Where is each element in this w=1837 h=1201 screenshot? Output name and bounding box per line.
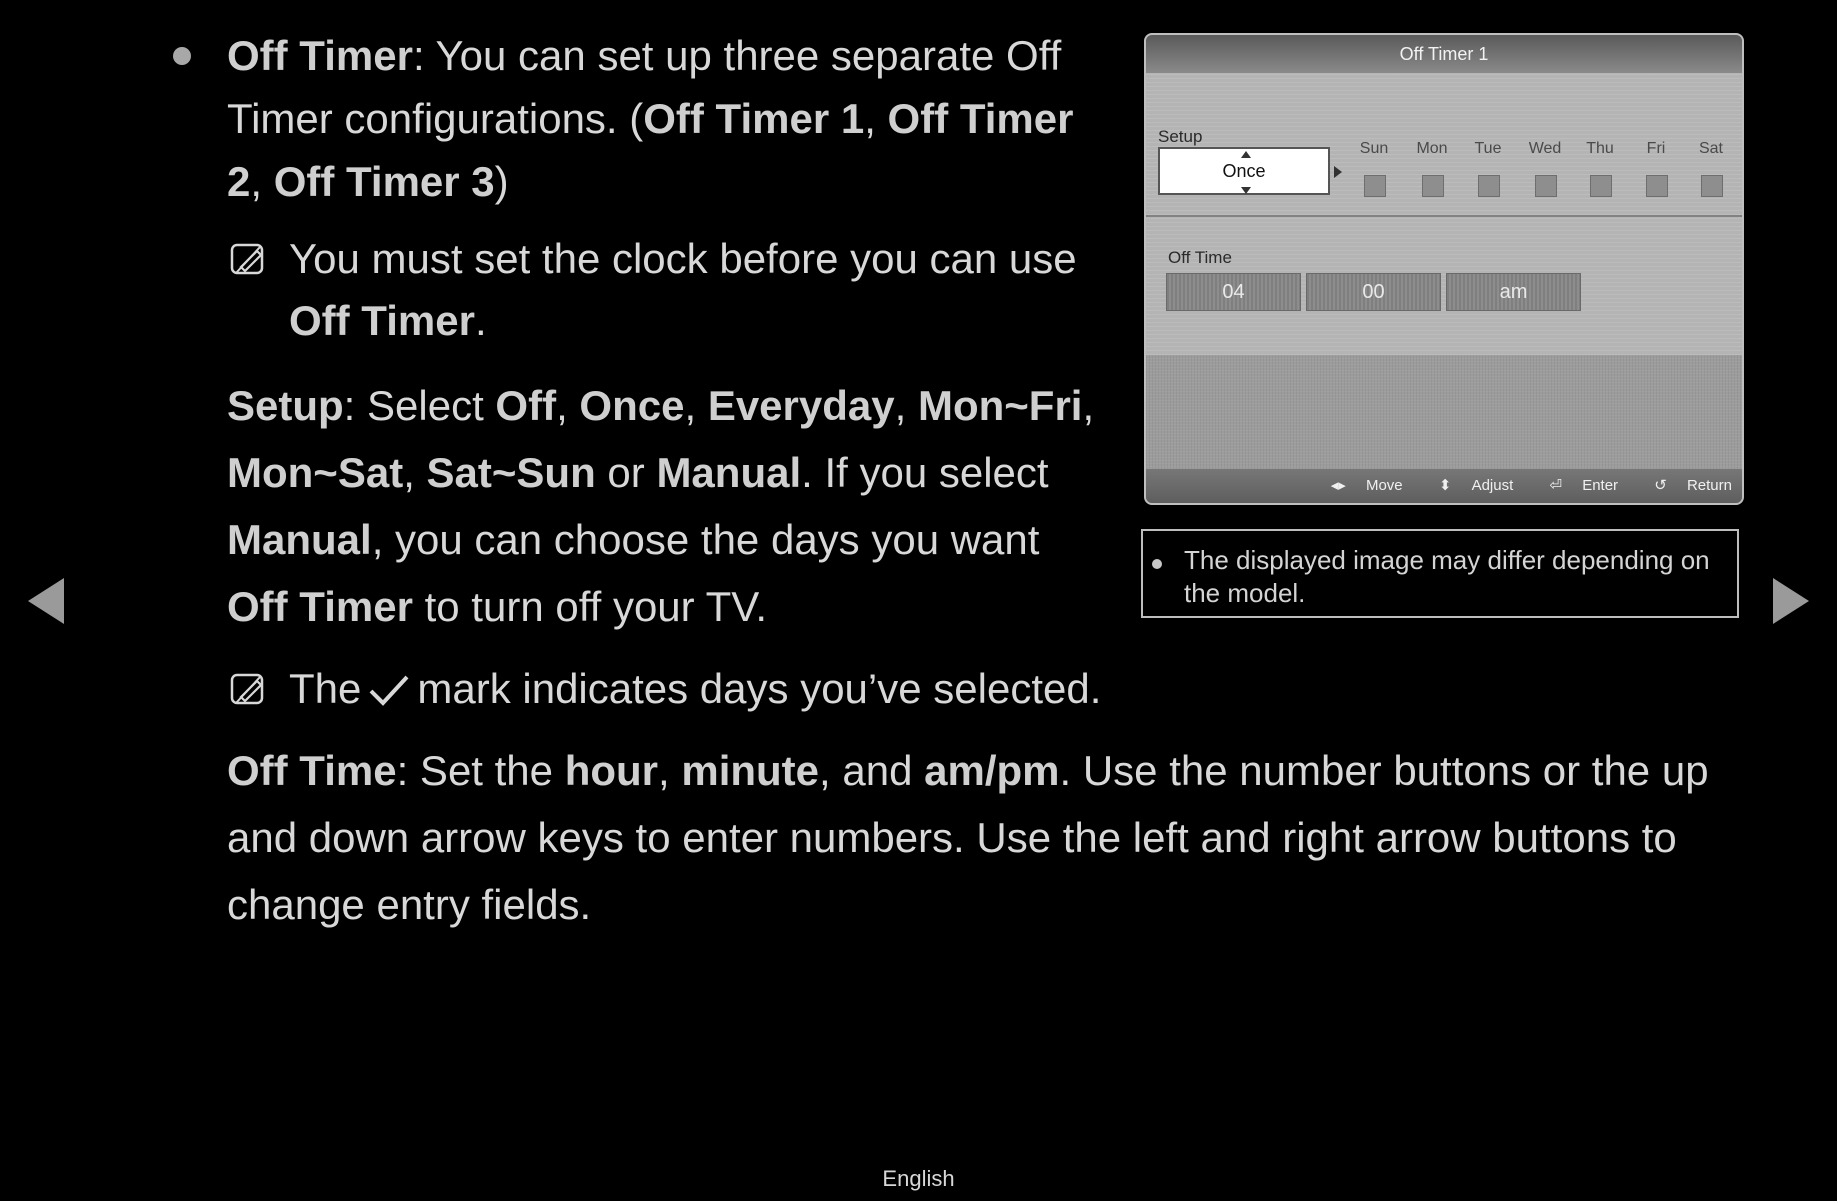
image-disclaimer: [1141, 529, 1739, 618]
adjust-hint: ⬍ Adjust: [1438, 477, 1514, 494]
screen-footer: [1146, 469, 1742, 503]
off-time-description: Off Time: Set the hour, minute, and am/pm. Use the number buttons or the up and down arrow keys to enter numbers. Use the left and right arrow buttons to change entry fields.: [227, 747, 1709, 928]
return-icon: ↺: [1654, 477, 1667, 494]
day-label: Fri: [1646, 140, 1666, 157]
arrow-up-icon: [1241, 151, 1251, 158]
note-icon: [230, 241, 266, 277]
day-label: Thu: [1586, 140, 1614, 157]
return-hint: ↺ Return: [1654, 477, 1732, 494]
day-label: Wed: [1528, 140, 1562, 157]
setup-select[interactable]: Once: [1158, 147, 1330, 195]
setup-label: Setup: [1158, 127, 1203, 146]
day-checkbox[interactable]: [1590, 175, 1612, 197]
day-label: Sat: [1698, 140, 1723, 157]
move-hint: ◂▸ Move: [1330, 477, 1403, 494]
disclaimer-text: The displayed image may differ depending on the model.: [1184, 545, 1710, 608]
clock-note: You must set the clock before you can use Off Timer.: [289, 235, 1077, 344]
move-icon: ◂▸: [1330, 477, 1346, 494]
checkmark-note: The mark indicates days you’ve selected.: [289, 665, 1102, 712]
bullet-icon: [1152, 559, 1162, 569]
setup-description: Setup: Select Off, Once, Everyday, Mon~Fri, Mon~Sat, Sat~Sun or Manual. If you select Manual, you can choose the days you want Off Timer to turn off your TV.: [227, 382, 1095, 630]
day-checkbox[interactable]: [1646, 175, 1668, 197]
day-label: Mon: [1416, 140, 1448, 157]
day-checkbox[interactable]: [1535, 175, 1557, 197]
footer-language: English: [882, 1166, 955, 1191]
day-checkbox[interactable]: [1364, 175, 1386, 197]
hour-field[interactable]: 04: [1166, 273, 1301, 311]
screen-title: Off Timer 1: [1146, 35, 1742, 73]
bullet-icon: [173, 47, 191, 65]
note-icon: [230, 671, 266, 707]
day-label: Tue: [1474, 140, 1502, 157]
prev-page-icon[interactable]: [28, 578, 64, 624]
day-checkbox[interactable]: [1701, 175, 1723, 197]
enter-hint: ⏎ Enter: [1549, 477, 1619, 494]
day-checkbox[interactable]: [1422, 175, 1444, 197]
day-label: Sun: [1359, 140, 1389, 157]
arrow-down-icon: [1241, 187, 1251, 194]
enter-icon: ⏎: [1549, 477, 1563, 494]
minute-field[interactable]: 00: [1306, 273, 1441, 311]
adjust-icon: ⬍: [1438, 477, 1452, 494]
next-page-icon[interactable]: [1773, 578, 1809, 624]
checkmark-icon: [367, 673, 411, 707]
day-checkbox[interactable]: [1478, 175, 1500, 197]
off-timer-screen: [1144, 33, 1744, 505]
divider: [1146, 215, 1742, 217]
off-time-label: Off Time: [1168, 248, 1232, 267]
ampm-field[interactable]: am: [1446, 273, 1581, 311]
arrow-right-icon: [1334, 166, 1342, 178]
off-timer-intro: Off Timer: You can set up three separate Off Timer configurations. (Off Timer 1, Off Timer 2, Off Timer 3): [227, 32, 1074, 205]
